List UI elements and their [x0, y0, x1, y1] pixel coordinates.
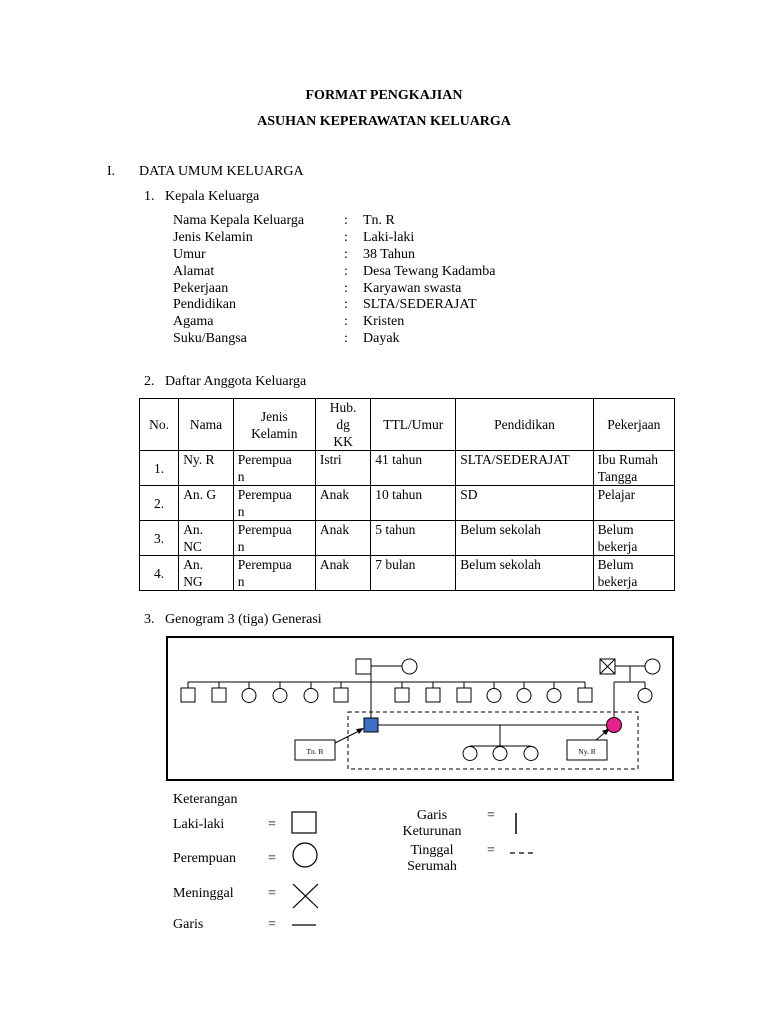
members-heading: 2. Daftar Anggota Keluarga: [144, 374, 307, 389]
legend-equals: =: [268, 817, 276, 832]
field-value: Dayak: [363, 331, 400, 346]
field-value: Kristen: [363, 314, 405, 329]
legend-equals: =: [268, 886, 276, 901]
child-3-symbol: [524, 747, 538, 761]
column-header: Hub. dg KK: [315, 399, 370, 451]
table-cell: Perempua n: [233, 521, 315, 556]
table-cell: SD: [456, 486, 593, 521]
legend-equals: =: [268, 851, 276, 866]
legend-equals: =: [487, 808, 495, 823]
wife-symbol: [607, 718, 622, 733]
child-1-symbol: [463, 747, 477, 761]
field-separator: :: [344, 314, 348, 329]
table-cell: Anak: [315, 486, 370, 521]
column-header: No.: [140, 399, 179, 451]
field-separator: :: [344, 247, 348, 262]
sibling-female-6: [547, 689, 561, 703]
field-separator: :: [344, 264, 348, 279]
table-cell: Ny. R: [179, 451, 234, 486]
table-cell: Ibu Rumah Tangga: [593, 451, 674, 486]
husband-label: Tn. R: [306, 747, 324, 756]
table-cell: Anak: [315, 556, 370, 591]
legend-title: Keterangan: [173, 792, 238, 807]
sibling-male-4: [395, 688, 409, 702]
sibling-male-7: [578, 688, 592, 702]
field-label: Nama Kepala Keluarga: [173, 213, 305, 228]
sibling-male-3: [334, 688, 348, 702]
field-value: SLTA/SEDERAJAT: [363, 297, 477, 312]
document-title: FORMAT PENGKAJIAN: [305, 88, 463, 103]
table-cell: Perempua n: [233, 556, 315, 591]
legend-line-label: Garis: [173, 917, 204, 932]
sibling-female-1: [242, 689, 256, 703]
head-of-family-symbol: [364, 718, 378, 732]
field-label: Pendidikan: [173, 297, 236, 312]
document-subtitle: ASUHAN KEPERAWATAN KELUARGA: [257, 114, 511, 129]
section-number: I.: [107, 164, 116, 179]
sibling-female-3: [304, 689, 318, 703]
wife-sibling-female: [638, 689, 652, 703]
table-cell: 3.: [140, 521, 179, 556]
sibling-female-5: [517, 689, 531, 703]
legend-descent-label: Garis Keturunan: [402, 808, 462, 839]
field-label: Pekerjaan: [173, 281, 229, 296]
sibling-male-1: [181, 688, 195, 702]
table-cell: 10 tahun: [371, 486, 456, 521]
column-header: Pekerjaan: [593, 399, 674, 451]
table-cell: An. G: [179, 486, 234, 521]
sibling-male-5: [426, 688, 440, 702]
maternal-grandmother-symbol: [645, 659, 660, 674]
column-header: Jenis Kelamin: [233, 399, 315, 451]
section-heading: DATA UMUM KELUARGA: [139, 164, 304, 179]
field-separator: :: [344, 331, 348, 346]
table-cell: Pelajar: [593, 486, 674, 521]
field-separator: :: [344, 230, 348, 245]
paternal-grandmother-symbol: [402, 659, 417, 674]
table-cell: Belum sekolah: [456, 556, 593, 591]
field-value: Desa Tewang Kadamba: [363, 264, 496, 279]
legend-household-label: Tinggal Serumah: [407, 843, 457, 874]
table-cell: An. NC: [179, 521, 234, 556]
table-cell: 5 tahun: [371, 521, 456, 556]
table-cell: Belum bekerja: [593, 556, 674, 591]
sibling-female-4: [487, 689, 501, 703]
table-cell: Belum bekerja: [593, 521, 674, 556]
sibling-male-2: [212, 688, 226, 702]
field-separator: :: [344, 213, 348, 228]
column-header: Pendidikan: [456, 399, 593, 451]
table-cell: 7 bulan: [371, 556, 456, 591]
field-separator: :: [344, 297, 348, 312]
wife-label: Ny. R: [578, 747, 596, 756]
legend-deceased-label: Meninggal: [173, 886, 234, 901]
field-label: Alamat: [173, 264, 215, 279]
table-cell: 41 tahun: [371, 451, 456, 486]
sibling-male-6: [457, 688, 471, 702]
table-cell: 4.: [140, 556, 179, 591]
field-label: Umur: [173, 247, 206, 262]
field-value: Karyawan swasta: [363, 281, 462, 296]
field-label: Jenis Kelamin: [173, 230, 253, 245]
sibling-female-2: [273, 689, 287, 703]
table-cell: 2.: [140, 486, 179, 521]
legend-female-icon: [293, 843, 317, 867]
table-cell: An. NG: [179, 556, 234, 591]
table-cell: Istri: [315, 451, 370, 486]
table-cell: Perempua n: [233, 451, 315, 486]
head-of-family-heading: 1. Kepala Keluarga: [144, 189, 260, 204]
field-label: Suku/Bangsa: [173, 331, 247, 346]
field-label: Agama: [173, 314, 214, 329]
table-cell: SLTA/SEDERAJAT: [456, 451, 593, 486]
table-cell: Belum sekolah: [456, 521, 593, 556]
field-value: Laki-laki: [363, 230, 415, 245]
table-cell: Anak: [315, 521, 370, 556]
column-header: TTL/Umur: [371, 399, 456, 451]
legend-equals: =: [268, 917, 276, 932]
paternal-grandfather-symbol: [356, 659, 371, 674]
field-value: Tn. R: [363, 213, 395, 228]
column-header: Nama: [179, 399, 234, 451]
legend-equals: =: [487, 843, 495, 858]
table-cell: Perempua n: [233, 486, 315, 521]
legend-male-label: Laki-laki: [173, 817, 225, 832]
field-value: 38 Tahun: [363, 247, 416, 262]
legend-female-label: Perempuan: [173, 851, 236, 866]
child-2-symbol: [493, 747, 507, 761]
table-cell: 1.: [140, 451, 179, 486]
legend-male-icon: [292, 812, 316, 833]
field-separator: :: [344, 281, 348, 296]
genogram-heading: 3. Genogram 3 (tiga) Generasi: [144, 612, 322, 627]
